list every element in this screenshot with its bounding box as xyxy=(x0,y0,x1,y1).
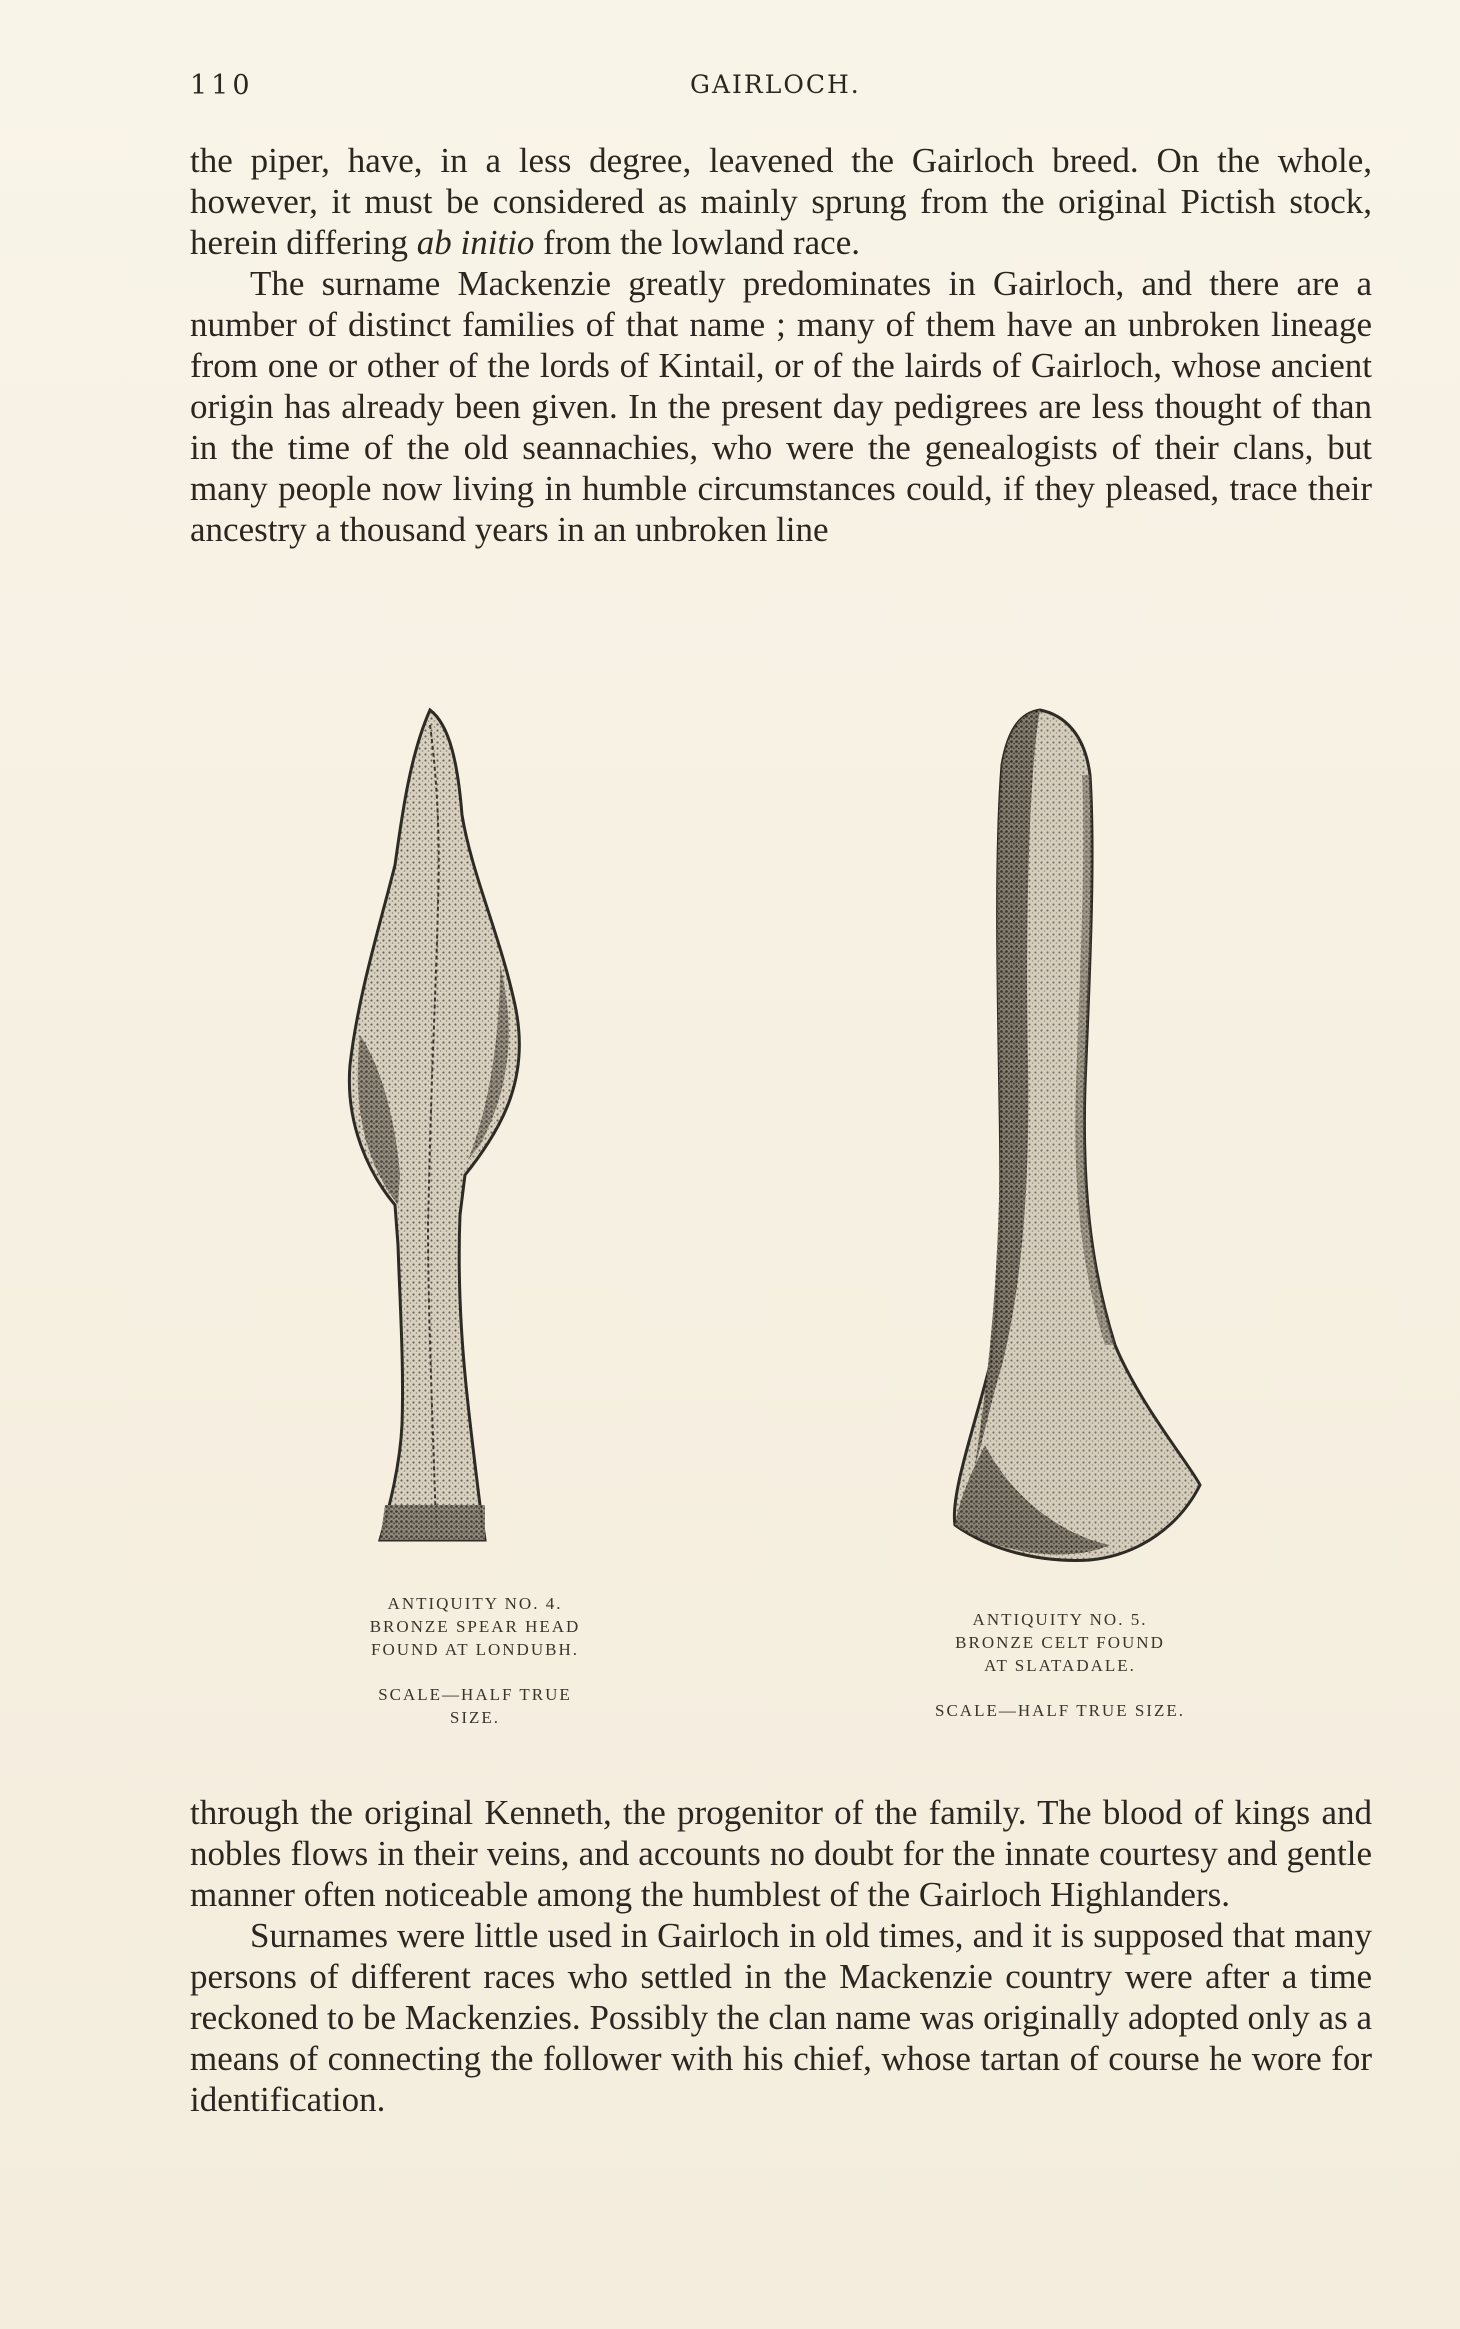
spear-head-drawing xyxy=(340,705,600,1565)
text-run: the piper, have, in a less degree, leavened the Gairloch breed. On the whole, however, it must be considered as mainly sprung from the original Pictish stock, herein differing xyxy=(190,141,1372,262)
caption-line: ANTIQUITY NO. 5. xyxy=(972,1610,1148,1629)
page-number: 110 xyxy=(190,70,254,101)
spear-head-illustration xyxy=(340,705,600,1565)
italic-phrase: ab initio xyxy=(416,223,535,262)
paragraph-lineage: through the original Kenneth, the progenitor of the family. The blood of kings and nobles flows in their veins, and accounts no doubt for the innate courtesy and gentle manner often noticeable among the humblest of the Gairloch Highlanders. xyxy=(190,1793,1372,1914)
bronze-celt-illustration xyxy=(890,705,1230,1575)
caption-line: BRONZE CELT FOUND xyxy=(955,1633,1165,1652)
caption-scale: SCALE—HALF TRUE xyxy=(378,1685,572,1704)
top-text-block xyxy=(190,140,1372,550)
text-run: from the lowland race. xyxy=(534,223,860,262)
figure-caption-bronze-celt xyxy=(870,1608,1250,1722)
bronze-celt-drawing xyxy=(890,705,1230,1575)
bottom-text-block xyxy=(190,1792,1372,2120)
caption-scale: SIZE. xyxy=(449,1708,501,1727)
caption-line: ANTIQUITY NO. 4. xyxy=(387,1594,563,1613)
figure-caption-spear-head xyxy=(310,1592,640,1729)
caption-line: AT SLATADALE. xyxy=(984,1656,1136,1675)
paragraph-surnames: Surnames were little used in Gairloch in old times, and it is supposed that many persons of different races who settled in the Mackenzie country were after a time reckoned to be Mackenzies. Possibly the clan name was originally adopted only as a means of connecting the follower with his chief, whose tartan of course he wore for identification. xyxy=(190,1916,1372,2119)
paragraph-surname: The surname Mackenzie greatly predominates in Gairloch, and there are a number of distinct families of that name ; many of them have an unbroken lineage from one or other of the lords of Kintail, or of the lairds of Gairloch, whose ancient origin has already been given. In the present day pedigrees are less thought of than in the time of the old seannachies, who were the genealogists of their clans, but many people now living in humble circumstances could, if they pleased, trace their ancestry a thousand years in an unbroken line xyxy=(190,264,1372,549)
caption-line: FOUND AT LONDUBH. xyxy=(371,1640,579,1659)
running-head: GAIRLOCH. xyxy=(690,70,861,99)
caption-scale: SCALE—HALF TRUE SIZE. xyxy=(935,1701,1185,1720)
caption-line: BRONZE SPEAR HEAD xyxy=(369,1617,581,1636)
paragraph-continuation xyxy=(190,140,1372,263)
